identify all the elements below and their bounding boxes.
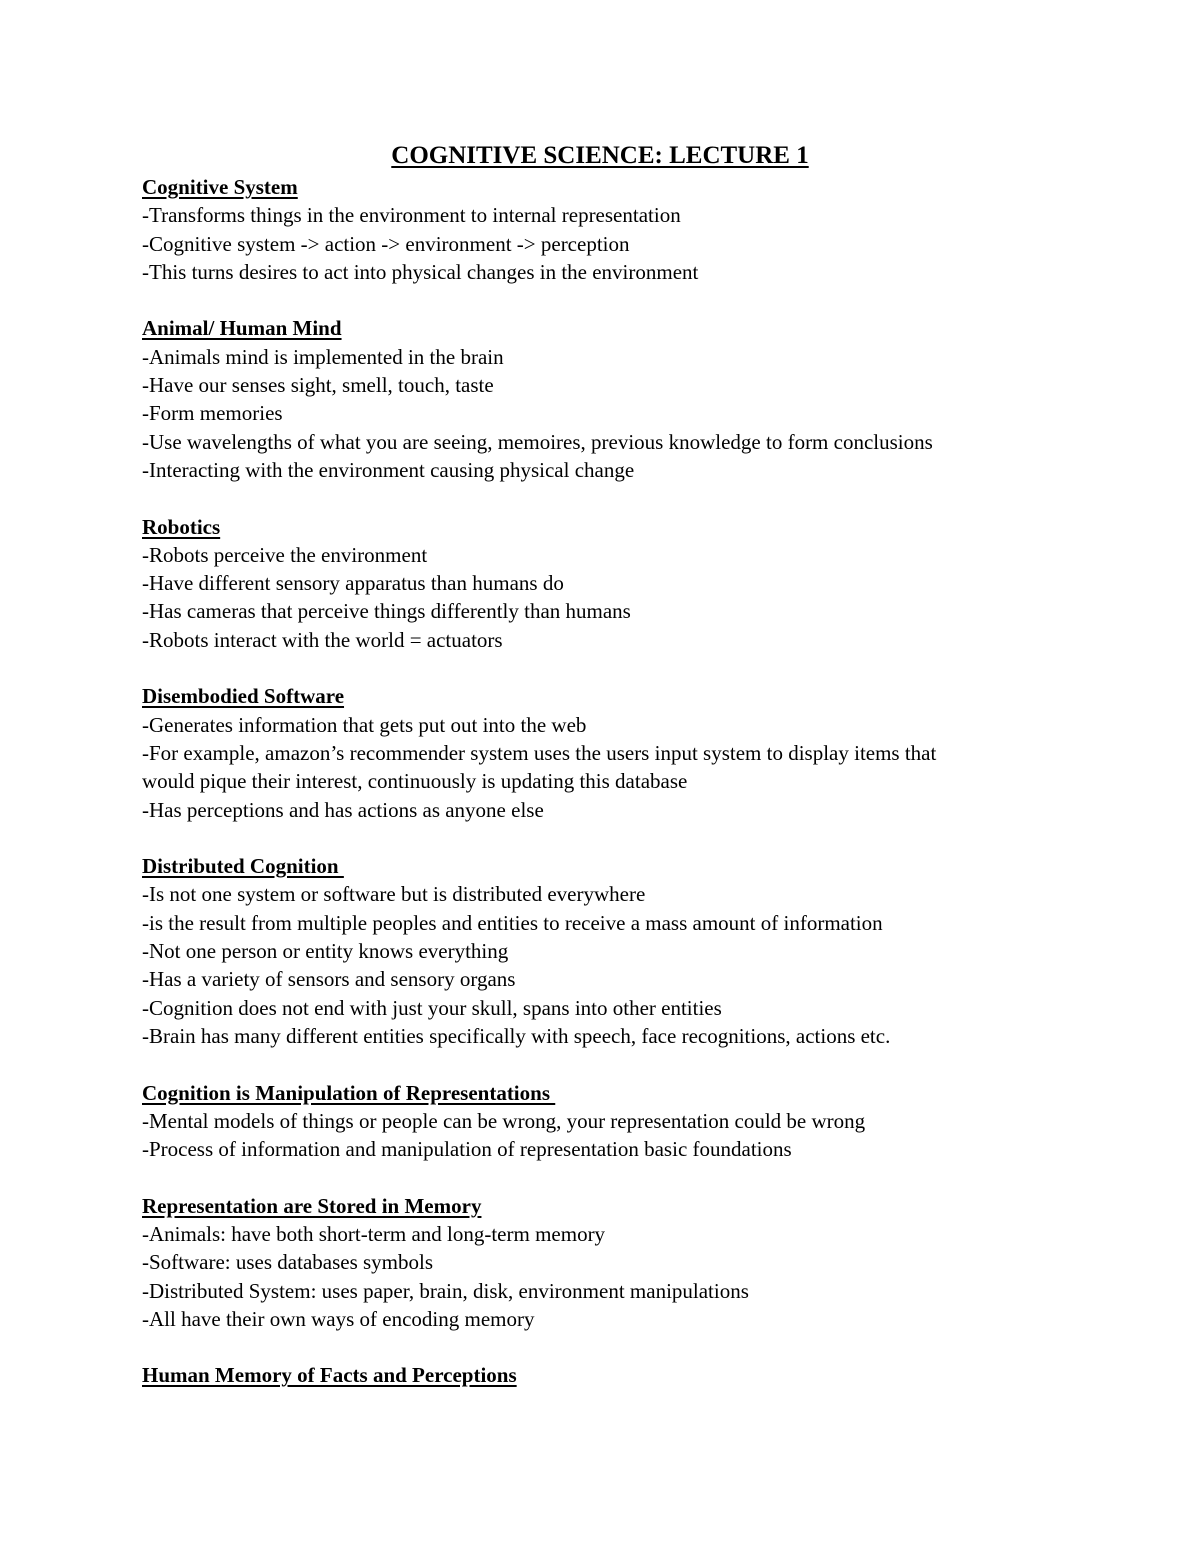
bullet-line: -Transforms things in the environment to internal representation (142, 203, 681, 228)
bullet-line: -Generates information that gets put out into the web (142, 712, 587, 737)
section-disembodied-software (142, 682, 1042, 823)
bullet-line: -Animals mind is implemented in the brain (142, 344, 504, 369)
bullet-line: -Has perceptions and has actions as anyone else (142, 797, 544, 822)
section-animal-human-mind (142, 314, 1042, 484)
section-heading: Cognition is Manipulation of Representations (142, 1080, 556, 1105)
section-human-memory (142, 1361, 1042, 1389)
bullet-line: -Brain has many different entities specifically with speech, face recognitions, actions etc. (142, 1023, 891, 1048)
bullet-line: -Have different sensory apparatus than humans do (142, 571, 564, 596)
section-heading: Human Memory of Facts and Perceptions (142, 1363, 517, 1388)
bullet-line: -Distributed System: uses paper, brain, disk, environment manipulations (142, 1278, 749, 1303)
section-heading: Cognitive System (142, 175, 298, 199)
bullet-line: -Form memories (142, 401, 283, 426)
bullet-line: -Not one person or entity knows everything (142, 939, 509, 964)
bullet-line: -Use wavelengths of what you are seeing, memoires, previous knowledge to form conclusions (142, 429, 933, 454)
bullet-line: -This turns desires to act into physical changes in the environment (142, 259, 699, 284)
section-distributed-cognition (142, 852, 1042, 1050)
section-cognition-manipulation (142, 1079, 1042, 1164)
continuation-line: would pique their interest, continuously is updating this database (142, 769, 688, 794)
bullet-line: -Robots interact with the world = actuators (142, 627, 503, 652)
bullet-line: -Has cameras that perceive things differently than humans (142, 599, 631, 624)
bullet-line: -Have our senses sight, smell, touch, taste (142, 373, 494, 398)
bullet-line: -Has a variety of sensors and sensory organs (142, 967, 516, 992)
section-heading: Robotics (142, 514, 221, 539)
section-heading: Disembodied Software (142, 684, 345, 709)
section-cognitive-system (142, 173, 1042, 286)
bullet-line: -is the result from multiple peoples and entities to receive a mass amount of information (142, 910, 883, 935)
bullet-line: -For example, amazon’s recommender system uses the users input system to display items that (142, 740, 937, 765)
document-body (142, 173, 1042, 1418)
bullet-line: -Mental models of things or people can be wrong, your representation could be wrong (142, 1108, 866, 1133)
section-robotics (142, 513, 1042, 654)
bullet-line: -Interacting with the environment causing physical change (142, 457, 635, 482)
bullet-line: -Animals: have both short-term and long-term memory (142, 1221, 606, 1246)
document-title: COGNITIVE SCIENCE: LECTURE 1 (391, 142, 809, 169)
section-representation-memory (142, 1192, 1042, 1333)
bullet-line: -All have their own ways of encoding memory (142, 1306, 535, 1331)
bullet-line: -Is not one system or software but is distributed everywhere (142, 882, 646, 907)
bullet-line: -Software: uses databases symbols (142, 1250, 434, 1275)
bullet-line: -Robots perceive the environment (142, 542, 428, 567)
section-heading: Distributed Cognition (142, 854, 344, 879)
section-heading: Animal/ Human Mind (142, 316, 342, 341)
bullet-line: -Cognitive system -> action -> environment -> perception (142, 231, 630, 256)
bullet-line: -Cognition does not end with just your skull, spans into other entities (142, 995, 722, 1020)
section-heading: Representation are Stored in Memory (142, 1193, 482, 1218)
bullet-line: -Process of information and manipulation of representation basic foundations (142, 1137, 792, 1162)
